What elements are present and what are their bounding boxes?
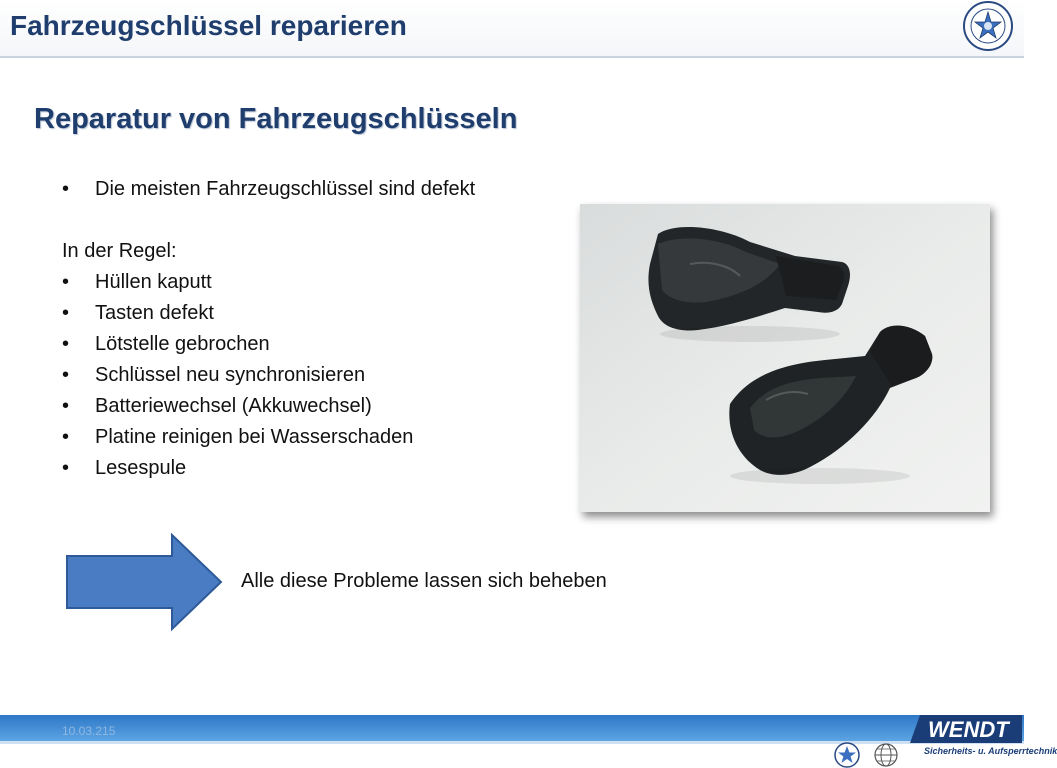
locksmith-badge-icon [958,0,1018,52]
wendt-logo [910,713,1022,745]
car-key-photo [580,204,990,512]
slide-subtitle: Reparatur von Fahrzeugschlüsseln [34,103,518,135]
list-item-text: Platine reinigen bei Wasserschaden [95,426,414,448]
list-item-text: Schlüssel neu synchronisieren [95,364,366,386]
bullet-icon: • [62,178,70,200]
bullet-icon: • [62,457,70,479]
bullet-icon: • [62,333,70,355]
footer-bar [0,715,1024,741]
list-item-text: Hüllen kaputt [95,271,212,293]
bullet-icon: • [62,395,70,417]
right-arrow-icon [64,532,224,632]
footer-date: 10.03.215 [62,724,116,738]
brand-tagline: Sicherheits- u. Aufsperrtechnik [924,746,1057,756]
lead-bullet-text: Die meisten Fahrzeugschlüssel sind defekt [95,178,476,200]
list-item [62,298,214,329]
spacer [62,205,177,236]
brand-text: WENDT [928,717,1009,742]
slide-title: Fahrzeugschlüssel reparieren [10,10,407,41]
list-item [62,391,372,422]
globe-icon [872,742,900,768]
list-item [62,267,212,298]
list-item-text: Lesespule [95,457,187,479]
list-item-text: Tasten defekt [95,302,214,324]
list-item [62,422,414,453]
bullet-icon: • [62,302,70,324]
star-badge-icon [832,742,862,768]
car-key-shells-image [580,204,990,512]
bullet-icon: • [62,271,70,293]
list-item [62,360,366,391]
list-item [62,453,187,484]
bullet-content [62,174,476,484]
conclusion-text: Alle diese Probleme lassen sich beheben [241,570,607,592]
list-item [62,174,476,205]
list-item-text: Batteriewechsel (Akkuwechsel) [95,395,372,417]
bullet-icon: • [62,426,70,448]
list-item-text: Lötstelle gebrochen [95,333,270,355]
footer-divider [0,741,1024,744]
list-item [62,329,270,360]
slide-header [0,0,1024,58]
bullet-icon: • [62,364,70,386]
regel-label: In der Regel: [62,240,177,262]
